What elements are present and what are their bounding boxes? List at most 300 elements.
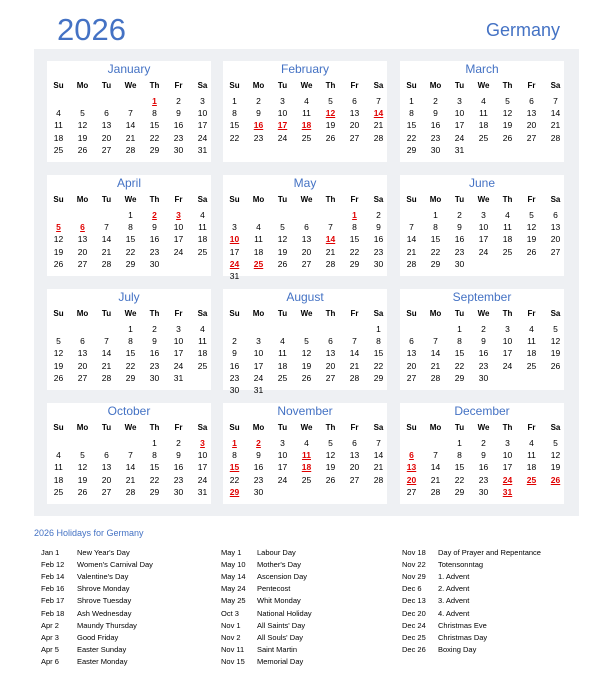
day-cell: 5 xyxy=(328,438,333,448)
day-cell: 24 xyxy=(277,132,288,143)
day-cell: 15 xyxy=(125,234,136,245)
weekday-label: Mo xyxy=(252,423,265,432)
holiday-date: May 1 xyxy=(221,548,242,557)
weekday-label: We xyxy=(477,423,490,432)
holiday-day-cell: 3 xyxy=(200,438,205,448)
day-cell: 26 xyxy=(526,246,537,257)
day-cell: 22 xyxy=(125,360,136,371)
day-cell: 21 xyxy=(373,120,384,131)
holiday-row xyxy=(41,645,126,654)
day-cell: 7 xyxy=(104,336,109,347)
day-cell: 2 xyxy=(481,438,486,448)
day-cell: 15 xyxy=(349,234,360,245)
day-cell: 2 xyxy=(256,96,261,106)
weekday-label: Th xyxy=(149,423,160,432)
weekday-label: Fr xyxy=(527,309,536,318)
day-cell: 23 xyxy=(478,474,489,485)
day-cell: 27 xyxy=(349,474,360,485)
month-name: February xyxy=(280,62,330,76)
day-cell: 25 xyxy=(197,360,208,371)
day-cell: 25 xyxy=(277,372,288,383)
holiday-date: Dec 25 xyxy=(402,632,426,642)
holiday-row xyxy=(41,596,131,605)
day-cell: 24 xyxy=(253,372,264,383)
holiday-day-cell: 31 xyxy=(502,486,513,497)
weekday-label: Sa xyxy=(373,195,384,204)
day-cell: 16 xyxy=(253,462,264,473)
month-august xyxy=(223,289,387,395)
day-cell: 6 xyxy=(80,336,85,347)
day-cell: 28 xyxy=(373,132,384,143)
day-cell: 30 xyxy=(430,144,441,155)
day-cell: 19 xyxy=(301,360,312,371)
holiday-date: Nov 1 xyxy=(221,620,241,630)
day-cell: 22 xyxy=(430,246,441,257)
weekday-label: Su xyxy=(53,81,64,90)
day-cell: 19 xyxy=(77,132,88,143)
holiday-date: Jan 1 xyxy=(41,548,60,557)
day-cell: 19 xyxy=(277,246,288,257)
day-cell: 1 xyxy=(376,324,381,334)
holiday-date: Apr 5 xyxy=(41,644,59,654)
day-cell: 23 xyxy=(229,372,240,383)
day-cell: 24 xyxy=(502,360,513,371)
day-cell: 16 xyxy=(149,234,160,245)
weekday-label: Fr xyxy=(174,195,183,204)
day-cell: 10 xyxy=(173,336,184,347)
day-cell: 26 xyxy=(77,144,88,155)
weekday-label: Fr xyxy=(350,195,359,204)
holiday-name: Shrove Tuesday xyxy=(77,596,132,606)
weekday-label: Fr xyxy=(527,81,536,90)
day-cell: 15 xyxy=(229,120,240,131)
day-cell: 18 xyxy=(502,234,513,245)
day-cell: 9 xyxy=(152,222,157,233)
day-cell: 20 xyxy=(325,360,336,371)
weekday-label: Su xyxy=(406,309,417,318)
day-cell: 19 xyxy=(550,462,561,473)
day-cell: 22 xyxy=(149,132,160,143)
holiday-day-cell: 29 xyxy=(229,486,240,497)
day-cell: 9 xyxy=(481,336,486,347)
holiday-name: 4. Advent xyxy=(438,608,470,618)
day-cell: 24 xyxy=(173,360,184,371)
day-cell: 9 xyxy=(433,108,438,119)
holiday-date: Nov 15 xyxy=(221,656,245,666)
day-cell: 3 xyxy=(200,96,205,106)
month-october xyxy=(47,403,211,504)
holiday-day-cell: 6 xyxy=(80,222,85,233)
day-cell: 30 xyxy=(149,258,160,269)
day-cell: 24 xyxy=(197,132,208,143)
day-cell: 5 xyxy=(529,210,534,220)
day-cell: 7 xyxy=(128,450,133,461)
day-cell: 8 xyxy=(433,222,438,233)
day-cell: 27 xyxy=(349,132,360,143)
month-name: May xyxy=(293,176,317,190)
day-cell: 11 xyxy=(278,348,287,359)
day-cell: 12 xyxy=(53,234,64,245)
day-cell: 7 xyxy=(553,96,558,106)
day-cell: 22 xyxy=(229,474,240,485)
holiday-row xyxy=(402,621,487,630)
day-cell: 8 xyxy=(457,336,462,347)
day-cell: 4 xyxy=(505,210,510,220)
holiday-day-cell: 25 xyxy=(526,474,537,485)
day-cell: 21 xyxy=(430,360,441,371)
day-cell: 3 xyxy=(505,438,510,448)
month-june xyxy=(400,175,564,276)
day-cell: 17 xyxy=(197,462,208,473)
day-cell: 11 xyxy=(527,336,536,347)
weekday-label: Tu xyxy=(101,309,112,318)
day-cell: 21 xyxy=(550,120,561,131)
day-cell: 30 xyxy=(478,486,489,497)
day-cell: 29 xyxy=(149,144,160,155)
holiday-date: Nov 22 xyxy=(402,560,426,570)
weekday-label: Th xyxy=(149,309,160,318)
weekday-label: Mo xyxy=(429,309,442,318)
weekday-label: Sa xyxy=(550,81,561,90)
day-cell: 18 xyxy=(526,348,537,359)
day-cell: 1 xyxy=(457,324,462,334)
day-cell: 16 xyxy=(173,120,184,131)
month-may xyxy=(223,175,387,281)
day-cell: 9 xyxy=(232,348,237,359)
weekday-label: Th xyxy=(325,195,336,204)
day-cell: 31 xyxy=(229,271,240,281)
day-cell: 19 xyxy=(53,360,64,371)
day-cell: 31 xyxy=(197,486,208,497)
day-cell: 7 xyxy=(352,336,357,347)
day-cell: 6 xyxy=(304,222,309,233)
day-cell: 15 xyxy=(454,462,465,473)
month-name: April xyxy=(116,176,141,190)
day-cell: 29 xyxy=(454,372,465,383)
day-cell: 2 xyxy=(176,96,181,106)
day-cell: 20 xyxy=(101,474,112,485)
day-cell: 17 xyxy=(173,348,184,359)
holiday-name: Christmas Day xyxy=(438,632,488,642)
holiday-name: Mother's Day xyxy=(257,560,301,570)
holiday-date: Feb 18 xyxy=(41,608,65,618)
day-cell: 10 xyxy=(253,348,264,359)
day-cell: 7 xyxy=(376,438,381,448)
day-cell: 17 xyxy=(197,120,208,131)
day-cell: 14 xyxy=(101,348,112,359)
day-cell: 20 xyxy=(301,246,312,257)
weekday-label: Tu xyxy=(101,195,112,204)
holiday-date: Apr 6 xyxy=(41,656,59,666)
day-cell: 18 xyxy=(197,348,208,359)
day-cell: 22 xyxy=(149,474,160,485)
day-cell: 13 xyxy=(101,462,112,473)
day-cell: 16 xyxy=(373,234,384,245)
holiday-row xyxy=(221,657,303,666)
holiday-row xyxy=(402,609,469,618)
holiday-row xyxy=(41,548,130,557)
day-cell: 20 xyxy=(526,120,537,131)
day-cell: 28 xyxy=(550,132,561,143)
weekday-label: Su xyxy=(229,195,240,204)
weekday-label: Su xyxy=(406,195,417,204)
weekday-label: Tu xyxy=(277,81,288,90)
day-cell: 6 xyxy=(529,96,534,106)
day-cell: 28 xyxy=(325,258,336,269)
year-title: 2026 xyxy=(57,12,126,47)
day-cell: 13 xyxy=(349,108,360,119)
holiday-day-cell: 10 xyxy=(229,234,240,245)
holiday-date: Oct 3 xyxy=(221,608,239,618)
day-cell: 11 xyxy=(479,108,488,119)
day-cell: 31 xyxy=(253,385,264,395)
day-cell: 9 xyxy=(176,108,181,119)
day-cell: 16 xyxy=(149,348,160,359)
day-cell: 22 xyxy=(454,474,465,485)
month-january xyxy=(47,61,211,162)
day-cell: 3 xyxy=(232,222,237,233)
day-cell: 26 xyxy=(301,372,312,383)
day-cell: 13 xyxy=(406,348,417,359)
holiday-name: Ascension Day xyxy=(257,572,308,582)
holiday-day-cell: 13 xyxy=(406,462,417,473)
weekday-label: Su xyxy=(53,423,64,432)
day-cell: 14 xyxy=(430,462,441,473)
holiday-day-cell: 18 xyxy=(301,120,312,131)
weekday-label: Sa xyxy=(197,81,208,90)
day-cell: 17 xyxy=(253,360,264,371)
holiday-name: Shrove Monday xyxy=(77,584,130,594)
day-cell: 3 xyxy=(280,438,285,448)
day-cell: 6 xyxy=(328,336,333,347)
day-cell: 21 xyxy=(373,462,384,473)
day-cell: 18 xyxy=(277,360,288,371)
holiday-day-cell: 12 xyxy=(325,108,336,119)
holiday-date: Feb 12 xyxy=(41,560,65,570)
weekday-label: Sa xyxy=(373,423,384,432)
month-name: July xyxy=(118,290,140,304)
day-cell: 19 xyxy=(325,462,336,473)
day-cell: 3 xyxy=(176,324,181,334)
day-cell: 26 xyxy=(550,360,561,371)
month-february xyxy=(223,61,387,162)
day-cell: 6 xyxy=(352,438,357,448)
holiday-day-cell: 26 xyxy=(550,474,561,485)
holiday-name: Memorial Day xyxy=(257,656,304,666)
holiday-day-cell: 5 xyxy=(56,222,61,233)
holiday-day-cell: 3 xyxy=(176,210,181,220)
day-cell: 17 xyxy=(502,348,513,359)
day-cell: 20 xyxy=(77,360,88,371)
day-cell: 14 xyxy=(430,348,441,359)
holiday-row xyxy=(402,645,476,654)
weekday-label: Mo xyxy=(252,195,265,204)
day-cell: 12 xyxy=(277,234,288,245)
holiday-date: Nov 2 xyxy=(221,632,241,642)
day-cell: 21 xyxy=(101,360,112,371)
day-cell: 6 xyxy=(104,450,109,461)
holiday-row xyxy=(221,621,305,630)
day-cell: 2 xyxy=(232,336,237,347)
day-cell: 24 xyxy=(454,132,465,143)
day-cell: 10 xyxy=(197,450,208,461)
day-cell: 23 xyxy=(454,246,465,257)
holiday-name: All Souls' Day xyxy=(257,632,304,642)
day-cell: 1 xyxy=(232,96,237,106)
day-cell: 4 xyxy=(200,324,205,334)
day-cell: 17 xyxy=(502,462,513,473)
day-cell: 8 xyxy=(152,108,157,119)
day-cell: 8 xyxy=(232,108,237,119)
day-cell: 6 xyxy=(409,336,414,347)
weekday-label: Tu xyxy=(454,423,465,432)
holiday-row xyxy=(402,548,541,557)
holiday-name: All Saints' Day xyxy=(257,620,306,630)
weekday-label: We xyxy=(124,195,137,204)
month-september xyxy=(400,289,564,390)
holiday-row xyxy=(221,609,312,618)
day-cell: 31 xyxy=(454,144,465,155)
country-title: Germany xyxy=(485,20,560,40)
day-cell: 28 xyxy=(430,372,441,383)
holiday-day-cell: 18 xyxy=(301,462,312,473)
day-cell: 8 xyxy=(152,450,157,461)
weekday-label: Fr xyxy=(174,423,183,432)
day-cell: 5 xyxy=(80,450,85,461)
day-cell: 10 xyxy=(454,108,465,119)
holiday-name: Day of Prayer and Repentance xyxy=(438,548,541,557)
weekday-label: Mo xyxy=(76,81,89,90)
day-cell: 17 xyxy=(454,120,465,131)
weekday-label: We xyxy=(300,195,313,204)
holiday-date: May 14 xyxy=(221,572,246,582)
day-cell: 27 xyxy=(550,246,561,257)
weekday-label: Mo xyxy=(429,423,442,432)
day-cell: 14 xyxy=(349,348,360,359)
weekday-label: Sa xyxy=(373,81,384,90)
day-cell: 5 xyxy=(553,438,558,448)
day-cell: 14 xyxy=(373,450,384,461)
weekday-label: Th xyxy=(149,195,160,204)
holiday-date: Dec 6 xyxy=(402,584,422,594)
day-cell: 20 xyxy=(349,120,360,131)
holiday-date: Feb 16 xyxy=(41,584,65,594)
holiday-row xyxy=(221,548,296,557)
holiday-date: Dec 20 xyxy=(402,608,426,618)
day-cell: 23 xyxy=(173,132,184,143)
day-cell: 12 xyxy=(502,108,513,119)
weekday-label: Th xyxy=(502,81,513,90)
day-cell: 19 xyxy=(550,348,561,359)
day-cell: 8 xyxy=(457,450,462,461)
day-cell: 25 xyxy=(502,246,513,257)
day-cell: 11 xyxy=(254,234,263,245)
day-cell: 4 xyxy=(200,210,205,220)
day-cell: 12 xyxy=(526,222,537,233)
weekday-label: Mo xyxy=(252,309,265,318)
day-cell: 30 xyxy=(373,258,384,269)
day-cell: 30 xyxy=(149,372,160,383)
weekday-label: Th xyxy=(149,81,160,90)
day-cell: 28 xyxy=(125,144,136,155)
day-cell: 12 xyxy=(53,348,64,359)
holiday-day-cell: 6 xyxy=(409,450,414,461)
day-cell: 26 xyxy=(277,258,288,269)
holiday-name: 3. Advent xyxy=(438,596,470,606)
holiday-name: Maundy Thursday xyxy=(77,620,137,630)
weekday-label: Fr xyxy=(174,81,183,90)
holiday-row xyxy=(41,657,127,666)
day-cell: 11 xyxy=(198,336,207,347)
day-cell: 3 xyxy=(481,210,486,220)
day-cell: 8 xyxy=(128,222,133,233)
day-cell: 28 xyxy=(406,258,417,269)
holiday-row xyxy=(402,633,487,642)
holiday-day-cell: 2 xyxy=(256,438,261,448)
holiday-name: Christmas Eve xyxy=(438,620,487,630)
day-cell: 30 xyxy=(173,486,184,497)
day-cell: 15 xyxy=(125,348,136,359)
day-cell: 2 xyxy=(481,324,486,334)
holiday-row xyxy=(41,572,128,581)
day-cell: 15 xyxy=(454,348,465,359)
day-cell: 10 xyxy=(277,108,288,119)
holiday-day-cell: 20 xyxy=(406,474,417,485)
day-cell: 19 xyxy=(526,234,537,245)
day-cell: 27 xyxy=(406,372,417,383)
day-cell: 16 xyxy=(478,462,489,473)
day-cell: 26 xyxy=(53,258,64,269)
weekday-label: Th xyxy=(502,309,513,318)
day-cell: 20 xyxy=(406,360,417,371)
day-cell: 4 xyxy=(56,108,61,119)
day-cell: 13 xyxy=(77,234,88,245)
day-cell: 24 xyxy=(197,474,208,485)
day-cell: 14 xyxy=(550,108,561,119)
day-cell: 17 xyxy=(478,234,489,245)
day-cell: 25 xyxy=(526,360,537,371)
holiday-name: Women's Carnival Day xyxy=(77,560,153,570)
day-cell: 30 xyxy=(229,385,240,395)
day-cell: 18 xyxy=(53,132,64,143)
day-cell: 20 xyxy=(77,246,88,257)
day-cell: 29 xyxy=(349,258,360,269)
month-name: January xyxy=(107,62,151,76)
day-cell: 7 xyxy=(104,222,109,233)
weekday-label: We xyxy=(300,309,313,318)
day-cell: 30 xyxy=(478,372,489,383)
day-cell: 1 xyxy=(433,210,438,220)
holiday-day-cell: 24 xyxy=(502,474,513,485)
day-cell: 11 xyxy=(503,222,512,233)
weekday-label: Tu xyxy=(101,81,112,90)
day-cell: 5 xyxy=(328,96,333,106)
day-cell: 29 xyxy=(125,372,136,383)
day-cell: 1 xyxy=(152,438,157,448)
weekday-label: Su xyxy=(406,81,417,90)
holiday-row xyxy=(221,633,303,642)
holiday-date: Nov 29 xyxy=(402,572,426,582)
day-cell: 7 xyxy=(376,96,381,106)
day-cell: 1 xyxy=(128,324,133,334)
holiday-name: Easter Monday xyxy=(77,656,128,666)
weekday-label: Sa xyxy=(550,309,561,318)
day-cell: 4 xyxy=(56,450,61,461)
day-cell: 10 xyxy=(197,108,208,119)
day-cell: 12 xyxy=(550,450,561,461)
day-cell: 16 xyxy=(430,120,441,131)
weekday-label: Th xyxy=(325,309,336,318)
